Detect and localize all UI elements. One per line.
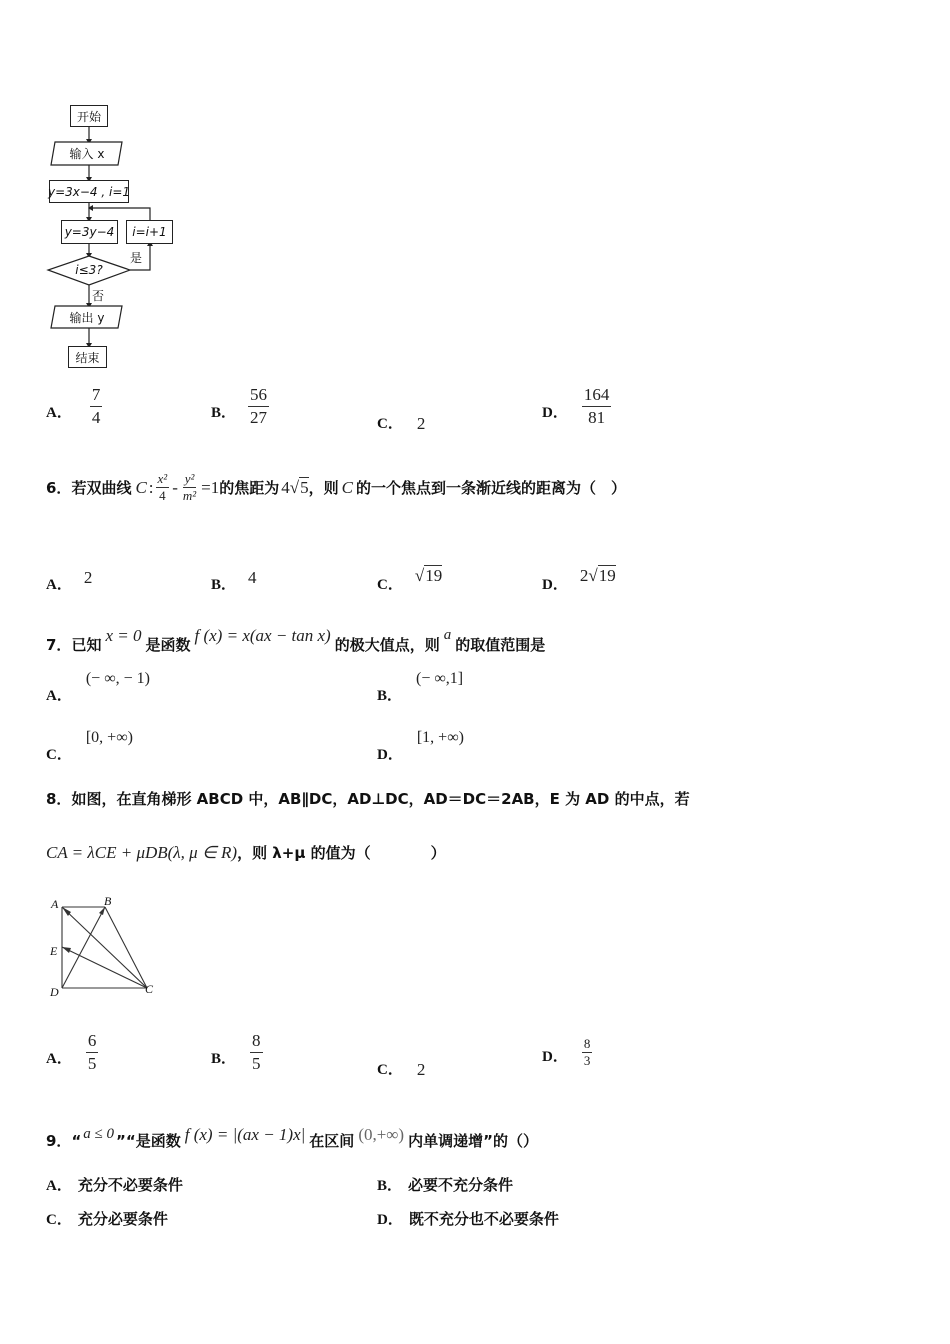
math-condition: x = 0 bbox=[105, 625, 142, 645]
option-value: 4 bbox=[248, 567, 257, 587]
flow-init-label: y=3x−4 , i=1 bbox=[47, 184, 131, 199]
q6-option-b[interactable] bbox=[211, 561, 257, 594]
option-label: C． bbox=[377, 415, 403, 432]
flow-update-y-label: y=3y−4 bbox=[64, 225, 115, 239]
flow-no-label: 否 bbox=[92, 289, 105, 303]
question-text: 在区间 bbox=[309, 1132, 355, 1150]
vector-ce bbox=[62, 947, 147, 988]
point-e-label: E bbox=[50, 944, 58, 958]
numerator: 8 bbox=[583, 1036, 591, 1051]
flow-output-text bbox=[52, 306, 122, 328]
option-value: 充分不必要条件 bbox=[77, 1176, 183, 1194]
fraction bbox=[582, 384, 612, 429]
flow-condition-label: i≤3? bbox=[75, 263, 103, 277]
flow-input-label: 输入 x bbox=[69, 147, 105, 161]
flow-start-box bbox=[70, 105, 108, 127]
flow-end-box bbox=[68, 346, 107, 368]
option-value: [0, +∞) bbox=[85, 729, 133, 746]
point-a-label: A bbox=[51, 897, 59, 911]
option-value: 充分必要条件 bbox=[77, 1210, 168, 1228]
option-label: A． bbox=[46, 688, 72, 704]
focal-root: 5 bbox=[300, 478, 309, 497]
math-function: f (x) = |(ax − 1)x| bbox=[184, 1124, 306, 1144]
option-value: 2 bbox=[416, 414, 426, 433]
q7-option-a[interactable] bbox=[46, 670, 150, 705]
option-label: D． bbox=[377, 747, 403, 763]
question-number: 6． bbox=[46, 479, 72, 497]
curve-name: C bbox=[341, 477, 353, 497]
denominator: 4 bbox=[159, 488, 166, 503]
q9-stem bbox=[46, 1118, 538, 1151]
q8-option-a[interactable] bbox=[46, 1030, 98, 1075]
flow-update-y-box bbox=[61, 220, 118, 244]
fraction bbox=[582, 1036, 593, 1069]
q6-option-c[interactable]: C． √ 19 bbox=[377, 565, 443, 593]
q9-option-c[interactable] bbox=[46, 1208, 168, 1229]
question-number: 8． bbox=[46, 790, 72, 808]
denominator: 81 bbox=[588, 408, 606, 427]
flow-update-i-box bbox=[126, 220, 173, 244]
vector-db bbox=[62, 907, 105, 988]
x-fraction bbox=[156, 471, 170, 504]
vector-ca bbox=[62, 907, 147, 988]
q7-option-d[interactable] bbox=[377, 729, 464, 764]
option-value: 既不充分也不必要条件 bbox=[408, 1210, 559, 1228]
question-text: 的一个焦点到一条渐近线的距离为（ ） bbox=[355, 479, 626, 497]
question-text: 已知 bbox=[71, 636, 102, 654]
math-function: f (x) = x(ax − tan x) bbox=[194, 625, 331, 645]
q5-option-a[interactable] bbox=[46, 384, 102, 429]
q8-option-c[interactable] bbox=[377, 1056, 425, 1080]
option-label: B． bbox=[211, 405, 237, 421]
numerator: 7 bbox=[90, 384, 103, 407]
option-value: (− ∞, − 1) bbox=[85, 670, 150, 687]
q6-option-d[interactable]: D． 2 √ 19 bbox=[542, 565, 616, 593]
numerator: x² bbox=[157, 471, 168, 486]
option-value: 必要不充分条件 bbox=[408, 1176, 514, 1194]
q9-option-b[interactable] bbox=[377, 1174, 513, 1195]
option-label: D． bbox=[542, 405, 568, 421]
option-label: A． bbox=[46, 405, 72, 421]
fraction bbox=[250, 1030, 263, 1075]
q7-option-c[interactable] bbox=[46, 729, 133, 764]
numerator: 8 bbox=[250, 1030, 263, 1053]
numerator: 56 bbox=[248, 384, 269, 407]
option-value: (− ∞,1] bbox=[416, 670, 464, 687]
y-fraction bbox=[181, 471, 198, 504]
denominator: 3 bbox=[583, 1053, 591, 1068]
option-label: D． bbox=[542, 1049, 568, 1065]
point-b-label: B bbox=[104, 894, 112, 908]
math-variable: a bbox=[443, 627, 452, 643]
focal-coef: 4 bbox=[281, 477, 290, 497]
math-equation: CA = λCE + μDB(λ, μ ∈ R) bbox=[46, 842, 238, 862]
curve-name: C bbox=[135, 477, 147, 497]
q8-stem bbox=[46, 788, 690, 809]
denominator: 4 bbox=[91, 408, 101, 427]
option-label: D． bbox=[542, 577, 568, 593]
question-text: 是函数 bbox=[145, 636, 191, 654]
numerator: y² bbox=[184, 471, 195, 486]
option-label: C． bbox=[46, 1212, 72, 1228]
q7-stem bbox=[46, 616, 545, 655]
option-value: 2 bbox=[416, 1060, 426, 1079]
q5-option-b[interactable] bbox=[211, 384, 269, 429]
q5-option-c[interactable] bbox=[377, 410, 425, 434]
numerator: 164 bbox=[582, 384, 612, 407]
option-root: 19 bbox=[598, 566, 616, 585]
flow-update-i-label: i=i+1 bbox=[132, 225, 167, 239]
q8-equation-line bbox=[46, 842, 446, 863]
question-text: 内单调递增”的（） bbox=[408, 1132, 538, 1150]
fraction bbox=[90, 384, 103, 429]
math-condition: a ≤ 0 bbox=[83, 1126, 115, 1142]
segment-bc bbox=[105, 907, 147, 988]
option-value: 2 bbox=[83, 567, 93, 587]
point-c-label: C bbox=[145, 982, 154, 996]
option-label: D． bbox=[377, 1212, 403, 1228]
option-label: B． bbox=[211, 577, 237, 593]
flow-output-label: 输出 y bbox=[69, 310, 105, 325]
fraction bbox=[248, 384, 269, 429]
point-d-label: D bbox=[50, 985, 59, 999]
question-number: 9． bbox=[46, 1132, 72, 1150]
option-label: C． bbox=[377, 577, 403, 593]
q5-option-d[interactable] bbox=[542, 384, 611, 429]
flow-end-label: 结束 bbox=[75, 350, 100, 365]
question-text: 的极大值点，则 bbox=[334, 636, 440, 654]
question-text: 的取值范围是 bbox=[455, 636, 546, 654]
option-label: C． bbox=[46, 747, 72, 763]
option-coef: 2 bbox=[579, 565, 589, 585]
option-value: [1, +∞) bbox=[416, 729, 464, 746]
numerator: 6 bbox=[86, 1030, 99, 1053]
question-text: “ bbox=[71, 1131, 82, 1150]
denominator: 5 bbox=[252, 1054, 261, 1073]
question-text: 如图，在直角梯形 ABCD 中，AB∥DC，AD⊥DC，AD＝DC＝2AB，E 为 AD 的中点，若 bbox=[71, 790, 690, 808]
option-label: A． bbox=[46, 1178, 72, 1194]
arrowhead-e bbox=[62, 947, 71, 953]
denominator: m² bbox=[182, 488, 197, 503]
q7-option-b[interactable] bbox=[377, 670, 463, 705]
q9-option-a[interactable] bbox=[46, 1174, 183, 1195]
q6-stem: 6． 若双曲线 C : $\frac{\text{x²}}{4}$ - $\frac{\text{y²}}{\text{m²}}$ =1 的焦距为 4 √ 5 ，则 C 的一个焦点到一条渐近线的距离为（ ） bbox=[46, 471, 626, 503]
flow-yes-label: 是 bbox=[130, 251, 143, 265]
q6-option-a[interactable] bbox=[46, 561, 92, 594]
denominator: 27 bbox=[250, 408, 268, 427]
flow-condition-text bbox=[60, 260, 118, 280]
question-text: ”“是函数 bbox=[116, 1132, 181, 1150]
fraction bbox=[86, 1030, 99, 1075]
math-interval: (0,+∞) bbox=[358, 1124, 405, 1144]
flow-input-text bbox=[52, 142, 122, 165]
q9-option-d[interactable] bbox=[377, 1208, 559, 1229]
q8-option-b[interactable] bbox=[211, 1030, 263, 1075]
option-label: B． bbox=[377, 688, 403, 704]
option-label: A． bbox=[46, 1051, 72, 1067]
q8-option-d[interactable] bbox=[542, 1036, 592, 1069]
option-label: B． bbox=[377, 1178, 403, 1194]
question-text: 的焦距为 bbox=[219, 479, 280, 497]
flow-init-box bbox=[49, 180, 129, 203]
option-root: 19 bbox=[425, 566, 443, 585]
question-text: 若双曲线 bbox=[71, 479, 132, 497]
question-text: ，则 λ+μ 的值为（ ） bbox=[237, 844, 446, 862]
question-text: ，则 bbox=[308, 479, 339, 497]
option-label: C． bbox=[377, 1061, 403, 1078]
flow-start-label: 开始 bbox=[76, 109, 101, 124]
option-label: A． bbox=[46, 577, 72, 593]
option-label: B． bbox=[211, 1051, 237, 1067]
denominator: 5 bbox=[87, 1054, 97, 1073]
question-number: 7． bbox=[46, 636, 72, 654]
